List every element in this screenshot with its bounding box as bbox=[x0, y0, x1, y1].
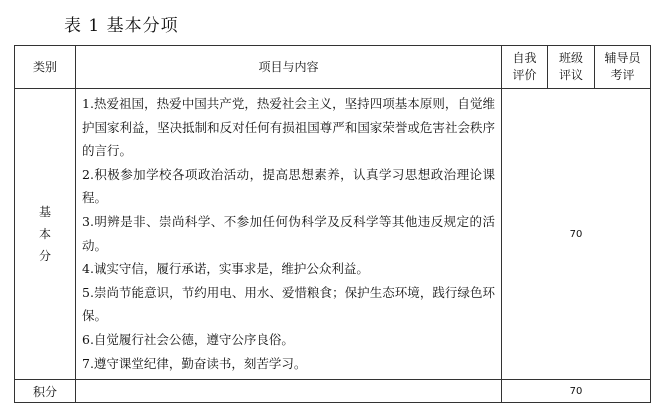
content-item-1: 1.热爱祖国，热爱中国共产党，热爱社会主义，坚持四项基本原则，自觉维护国家利益，坚决抵制和反对任何有损祖国尊严和国家荣誉或危害社会秩序的言行。 bbox=[82, 96, 495, 159]
header-category: 类别 bbox=[15, 46, 76, 89]
basic-score-row bbox=[15, 89, 651, 380]
header-self-eval bbox=[502, 46, 548, 89]
content-cell bbox=[76, 89, 502, 380]
category-char: 本 bbox=[38, 227, 51, 242]
content-item-3: 3.明辨是非、崇尚科学、不参加任何伪科学及反科学等其他违反规定的活动。 bbox=[82, 213, 495, 253]
content-item-4: 4.诚实守信，履行承诺，实事求是，维护公众利益。 bbox=[82, 261, 369, 277]
score-cell: 70 bbox=[502, 89, 651, 380]
header-counselor-eval-line1: 辅导员 bbox=[604, 51, 641, 65]
category-char: 分 bbox=[38, 249, 51, 264]
content-item-6: 6.自觉履行社会公德，遵守公序良俗。 bbox=[82, 331, 294, 347]
category-char: 基 bbox=[38, 205, 51, 220]
header-class-eval-line2: 评议 bbox=[558, 68, 583, 82]
content-item-7: 7.遵守课堂纪律，勤奋读书，刻苦学习。 bbox=[82, 355, 307, 371]
header-class-eval-line1: 班级 bbox=[558, 51, 583, 65]
header-counselor-eval-line2: 考评 bbox=[610, 68, 635, 82]
content-item-2: 2.积极参加学校各项政治活动，提高思想素养，认真学习思想政治理论课程。 bbox=[82, 166, 495, 206]
footer-label: 积分 bbox=[15, 380, 76, 403]
header-self-eval-line1: 自我 bbox=[512, 51, 537, 65]
footer-empty bbox=[76, 380, 502, 403]
header-counselor-eval bbox=[595, 46, 651, 89]
table-title: 表 1 基本分项 bbox=[64, 16, 179, 36]
footer-score: 70 bbox=[502, 380, 651, 403]
header-self-eval-line2: 评价 bbox=[512, 68, 537, 82]
header-content: 项目与内容 bbox=[76, 46, 502, 89]
header-class-eval bbox=[548, 46, 595, 89]
content-item-5: 5.崇尚节能意识，节约用电、用水、爱惜粮食；保护生态环境，践行绿色环保。 bbox=[82, 284, 495, 324]
footer-row bbox=[15, 380, 651, 403]
header-row bbox=[15, 46, 651, 89]
category-cell bbox=[15, 89, 76, 380]
score-table bbox=[14, 45, 651, 403]
